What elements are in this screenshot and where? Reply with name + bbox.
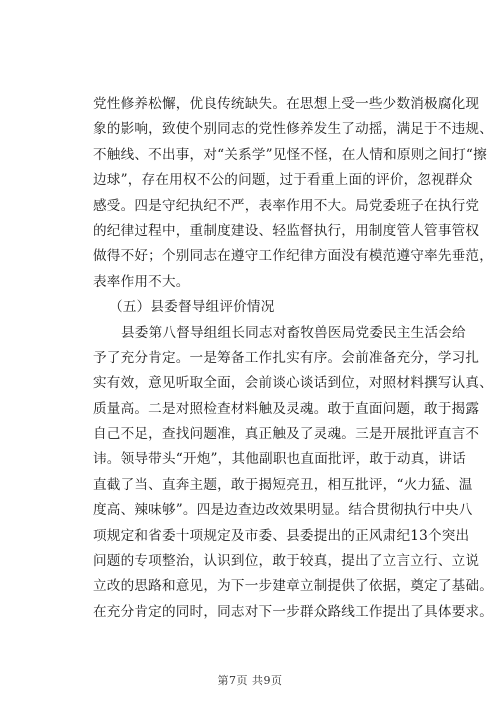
text-line: 不触线、不出事，对“关系学”见怪不怪，在人情和原则之间打“擦 — [93, 146, 487, 163]
text-line: 实有效，意见听取全面，会前谈心谈话到位，对照材料撰写认真、 — [93, 375, 494, 392]
text-line: 县委第八督导组组长同志对畜牧兽医局党委民主生活会给 — [121, 324, 466, 341]
document-body — [93, 92, 494, 625]
text-line: 予了充分肯定。一是筹备工作扎实有序。会前准备充分，学习扎 — [93, 349, 480, 366]
text-line: 做得不好；个别同志在遵守工作纪律方面没有模范遵守率先垂范， — [93, 248, 494, 265]
text-line: 立改的思路和意见，为下一步建章立制提供了依据，奠定了基础。 — [93, 578, 494, 595]
page-number-footer: 第7页 共9页 — [217, 674, 283, 687]
text-line: 在充分肯定的同时，同志对下一步群众路线工作提出了具体要求。 — [93, 603, 494, 620]
text-line: 问题的专项整治，认识到位，敢于较真，提出了立言立行、立说 — [93, 553, 480, 570]
paragraph-1 — [93, 92, 494, 295]
text-line: 度高、辣味够”。四是边查边改效果明显。结合贯彻执行中央八 — [93, 502, 473, 519]
text-line: 象的影响，致使个别同志的党性修养发生了动摇，满足于不违规、 — [93, 121, 494, 138]
text-line: 直截了当、直奔主题，敢于揭短亮丑，相互批评，“火力猛、温 — [93, 476, 473, 493]
text-line: 党性修养松懈，优良传统缺失。在思想上受一些少数消极腐化现 — [93, 96, 480, 112]
text-line: 表率作用不大。 — [93, 273, 190, 290]
text-line: 讳。领导带头“开炮”，其他副职也直面批评，敢于动真，讲话 — [93, 451, 466, 468]
text-line: 的纪律过程中，重制度建设、轻监督执行，用制度管人管事管权 — [93, 222, 480, 239]
text-line: 项规定和省委十项规定及市委、县委提出的正风肃纪13个突出 — [93, 527, 470, 544]
section-heading: （五）县委督导组评价情况 — [109, 299, 275, 316]
text-line: 边球”，存在用权不公的问题，过于看重上面的评价，忽视群众 — [93, 172, 473, 189]
paragraph-2 — [93, 321, 494, 626]
text-line: 自己不足，查找问题准，真正触及了灵魂。三是开展批评直言不 — [93, 426, 480, 443]
text-line: 感受。四是守纪执纪不严，表率作用不大。局党委班子在执行党 — [93, 197, 480, 214]
text-line: 质量高。二是对照检查材料触及灵魂。敢于直面问题，敢于揭露 — [93, 400, 480, 417]
